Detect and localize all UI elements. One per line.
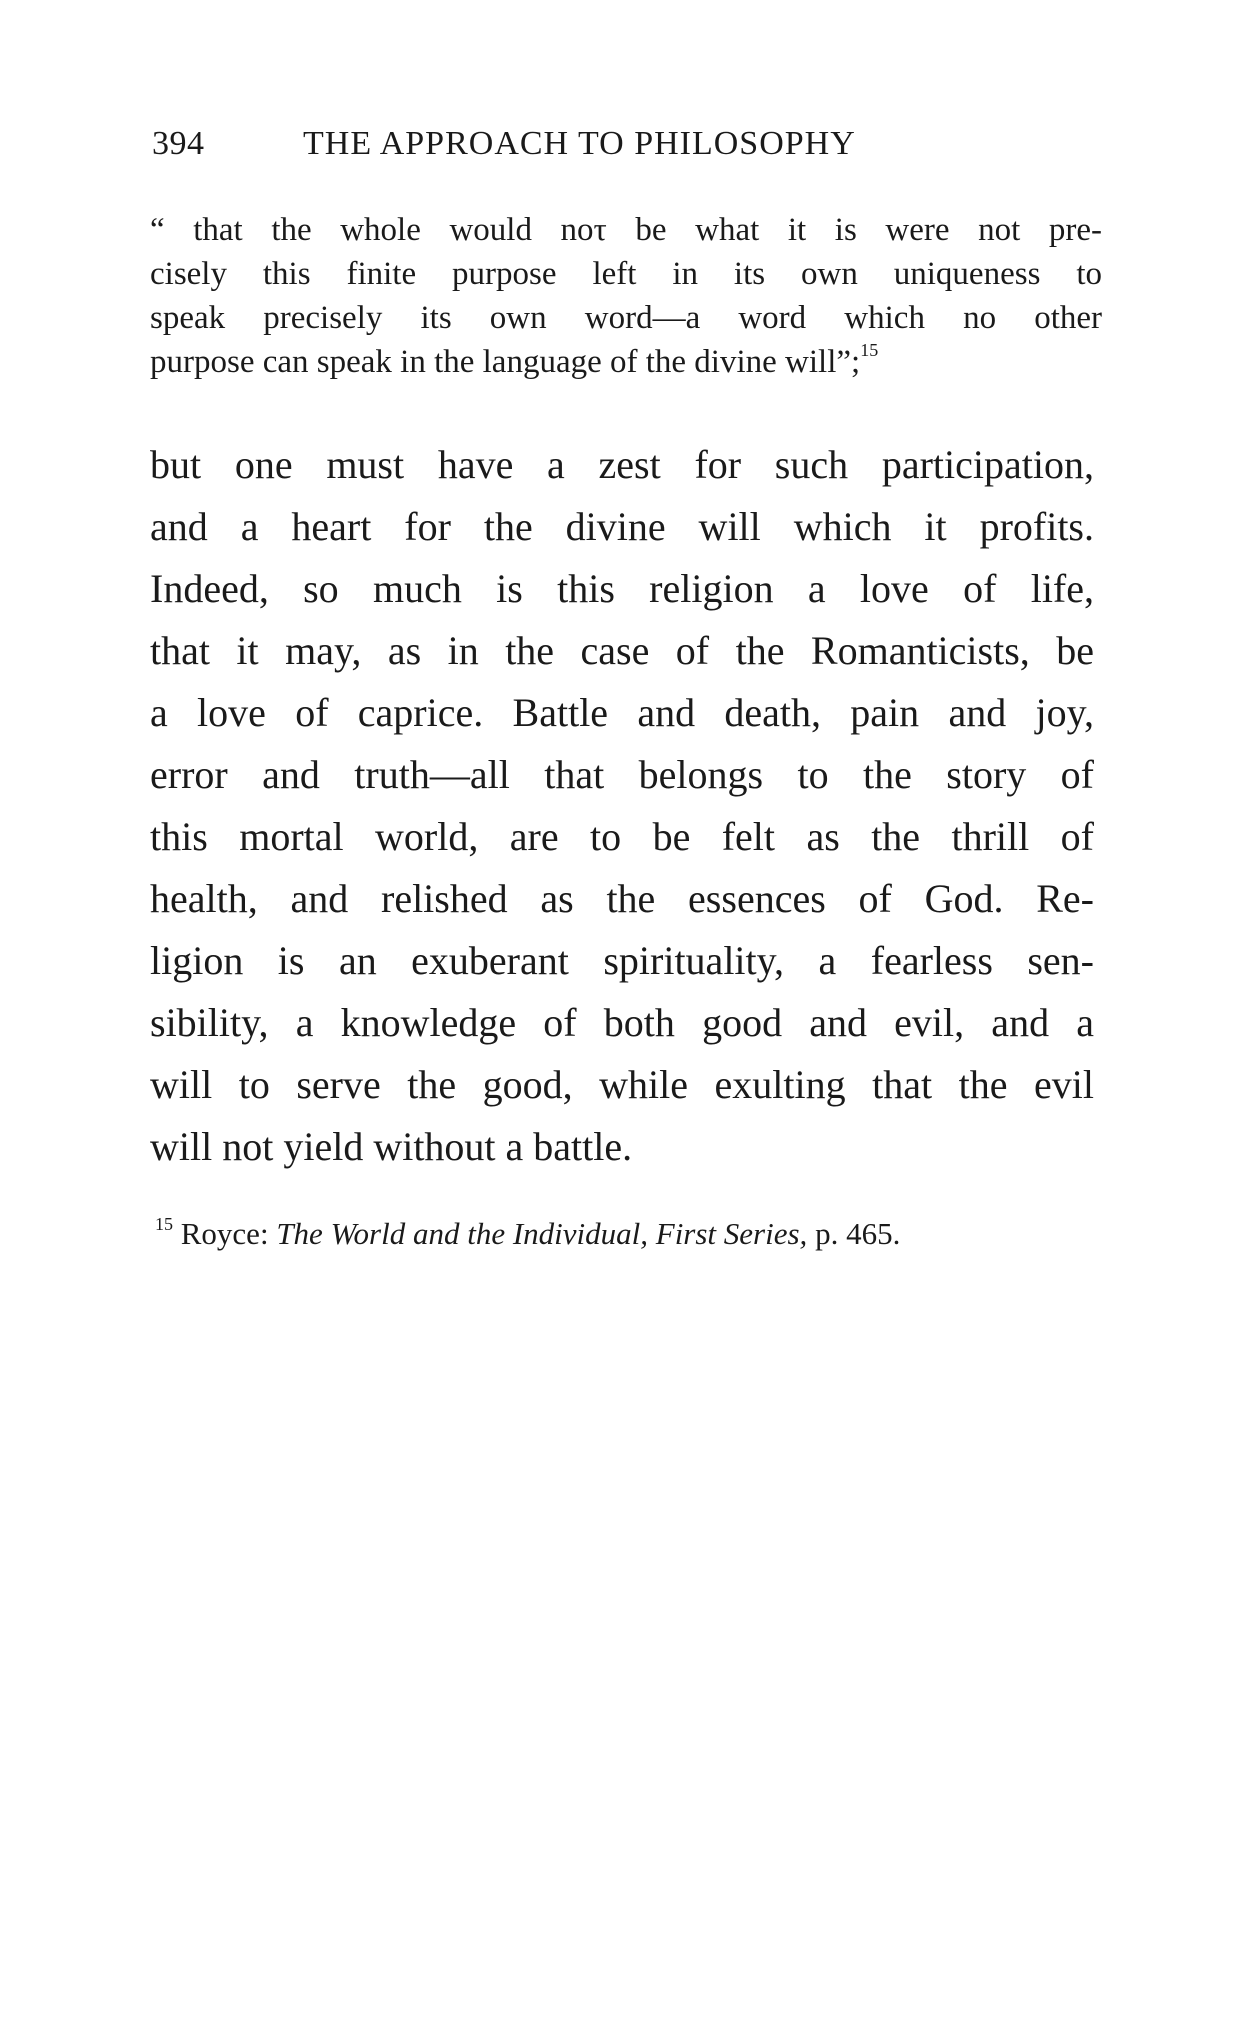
- body-line: that it may, as in the case of the Romanticists, be: [150, 628, 1094, 673]
- quote-line-last: [150, 340, 1102, 384]
- footnote: [155, 1214, 1115, 1254]
- footnote-page: p. 465.: [807, 1216, 901, 1251]
- quote-line: “ that the whole would noτ be what it is were not pre-: [150, 212, 1102, 248]
- quote-line: speak precisely its own word—a word which no other: [150, 300, 1102, 336]
- body-line: sibility, a knowledge of both good and evil, and a: [150, 1000, 1094, 1045]
- quote-line: cisely this finite purpose left in its own uniqueness to: [150, 256, 1102, 292]
- footnote-number: 15: [155, 1214, 173, 1234]
- page-number: 394: [152, 125, 205, 162]
- footnote-title: The World and the Individual, First Series,: [276, 1216, 808, 1251]
- body-line: health, and relished as the essences of God. Re-: [150, 876, 1094, 921]
- body-line: and a heart for the divine will which it profits.: [150, 504, 1094, 549]
- body-line: but one must have a zest for such participation,: [150, 442, 1094, 487]
- body-line: this mortal world, are to be felt as the thrill of: [150, 814, 1094, 859]
- block-quote: [150, 208, 1102, 384]
- footnote-author: Royce:: [180, 1216, 277, 1251]
- quote-line-text: purpose can speak in the language of the divine will”;: [150, 344, 861, 380]
- body-line: will to serve the good, while exulting that the evil: [150, 1062, 1094, 1107]
- body-line-last: will not yield without a battle.: [150, 1124, 633, 1169]
- footnote-reference: 15: [860, 340, 879, 360]
- running-title: THE APPROACH TO PHILOSOPHY: [303, 125, 856, 162]
- body-line: Indeed, so much is this religion a love of life,: [150, 566, 1094, 611]
- body-paragraph: [150, 434, 1094, 1178]
- body-line: a love of caprice. Battle and death, pain and joy,: [150, 690, 1094, 735]
- running-header: [152, 124, 952, 164]
- body-line: ligion is an exuberant spirituality, a fearless sen-: [150, 938, 1094, 983]
- body-line: error and truth—all that belongs to the story of: [150, 752, 1094, 797]
